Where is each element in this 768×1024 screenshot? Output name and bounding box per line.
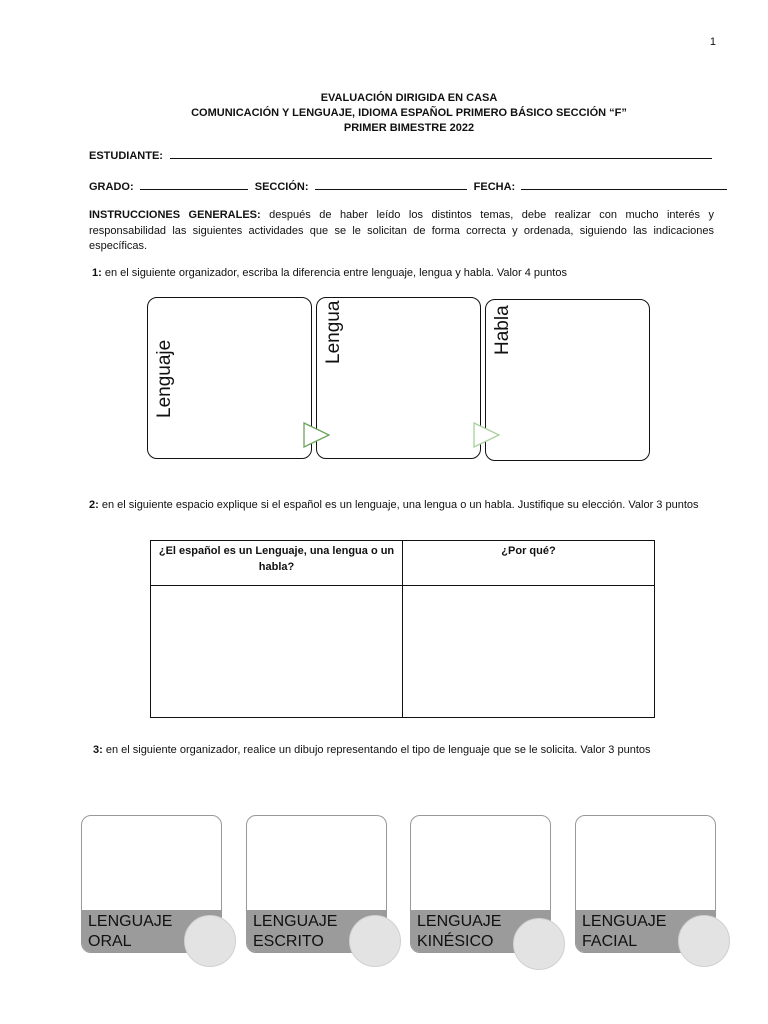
student-label: ESTUDIANTE:: [89, 150, 163, 162]
student-field-row: [89, 148, 712, 162]
card-label-line1: LENGUAJE: [88, 913, 173, 930]
organizer-label-lenguaje: Lenguaje: [154, 339, 175, 418]
question3-number: 3:: [93, 744, 103, 756]
answer-cell-why[interactable]: [403, 586, 655, 718]
grade-label: GRADO:: [89, 181, 134, 193]
card-circle-decoration: [184, 915, 236, 967]
answer-cell-type[interactable]: [151, 586, 403, 718]
question1: [92, 265, 732, 281]
organizer-box-lengua[interactable]: [316, 297, 481, 459]
header-period: PRIMER BIMESTRE 2022: [343, 122, 475, 134]
section-label: SECCIÓN:: [254, 181, 309, 193]
student-blank[interactable]: [170, 148, 712, 159]
card-label: [417, 912, 501, 952]
question2-table: [150, 540, 655, 718]
card-label-line2: ORAL: [88, 933, 132, 950]
question2: [89, 497, 719, 513]
question3-text: en el siguiente organizador, realice un dibujo representando el tipo de lenguaje que se le solicita. Valor 3 puntos: [102, 744, 651, 756]
organizer-box-habla[interactable]: [485, 299, 650, 461]
card-label-line2: ESCRITO: [253, 933, 324, 950]
card-label-line2: FACIAL: [582, 933, 638, 950]
section-blank[interactable]: [315, 179, 467, 190]
card-label: [253, 912, 337, 952]
header-subject: COMUNICACIÓN Y LENGUAJE, IDIOMA ESPAÑOL PRIMERO BÁSICO SECCIÓN “F”: [191, 107, 627, 119]
card-label-line1: LENGUAJE: [582, 913, 667, 930]
card-circle-decoration: [678, 915, 730, 967]
card-circle-decoration: [349, 915, 401, 967]
grade-blank[interactable]: [140, 179, 248, 190]
date-blank[interactable]: [521, 179, 727, 190]
connector-arrow-1: [302, 421, 332, 449]
card-label: [88, 912, 172, 952]
question3: [89, 742, 714, 758]
table-header-why: ¿Por qué?: [403, 541, 655, 586]
organizer-label-habla: Habla: [492, 305, 513, 355]
general-instructions: [89, 208, 714, 255]
instructions-label: INSTRUCCIONES GENERALES:: [89, 209, 261, 221]
card-label: [582, 912, 666, 952]
question1-text: en el siguiente organizador, escriba la diferencia entre lenguaje, lengua y habla. Valor 4 puntos: [101, 267, 567, 279]
grade-section-date-row: [89, 179, 727, 193]
document-header: [0, 91, 768, 136]
card-label-line1: LENGUAJE: [253, 913, 338, 930]
instructions-text: después de haber leído los distintos temas, debe realizar con mucho interés y responsabilidad las siguientes actividades que se le solicitan de forma correcta y ordenada, siguiendo las indicaciones específicas.: [89, 209, 714, 252]
question2-text: en el siguiente espacio explique si el español es un lenguaje, una lengua o un habla. Justifique su elección. Valor 3 puntos: [98, 499, 699, 511]
connector-arrow-2: [472, 421, 502, 449]
question2-number: 2:: [89, 499, 99, 511]
table-header-type: ¿El español es un Lenguaje, una lengua o un habla?: [151, 541, 403, 586]
card-label-line1: LENGUAJE: [417, 913, 502, 930]
question1-number: 1:: [92, 267, 102, 279]
header-title: EVALUACIÓN DIRIGIDA EN CASA: [320, 92, 498, 104]
card-circle-decoration: [513, 918, 565, 970]
page-number: 1: [709, 36, 716, 48]
organizer-label-lengua: Lengua: [323, 300, 344, 364]
date-label: FECHA:: [473, 181, 516, 193]
organizer-box-lenguaje[interactable]: [147, 297, 312, 459]
card-label-line2: KINÉSICO: [417, 933, 494, 950]
